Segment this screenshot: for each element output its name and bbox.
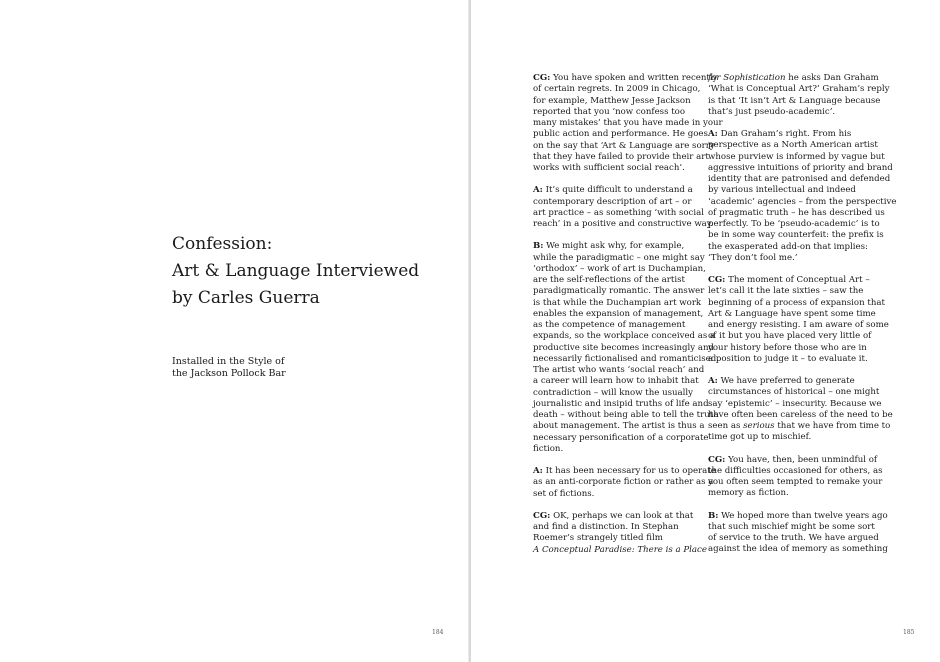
page-number-left: 184 bbox=[432, 629, 444, 636]
page-number-right: 185 bbox=[903, 629, 915, 636]
text-line: time got up to mischief. bbox=[708, 432, 812, 443]
text-line: A: Dan Graham’s right. From his bbox=[708, 129, 852, 139]
subtitle-line: the Jackson Pollock Bar bbox=[172, 368, 286, 379]
text-line: your history before those who are in bbox=[708, 342, 867, 353]
text-line: enables the expansion of management, bbox=[533, 308, 704, 319]
title-line: Confession: bbox=[172, 234, 273, 255]
text-line: the difficulties occasioned for others, as bbox=[708, 465, 883, 476]
text-line: while the paradigmatic – one might say bbox=[533, 252, 705, 263]
text-line: you often seem tempted to remake your bbox=[708, 477, 883, 487]
paragraph bbox=[708, 275, 889, 365]
text-line: The artist who wants ‘social reach’ and bbox=[533, 365, 705, 375]
paragraph bbox=[533, 241, 719, 455]
text-column-2 bbox=[708, 73, 897, 567]
text-line: that they have failed to provide their art bbox=[533, 151, 709, 162]
text-line: seen as serious that we have from time to bbox=[708, 421, 891, 431]
text-line: A: It’s quite difficult to understand a bbox=[533, 185, 693, 196]
subtitle-line: Installed in the Style of bbox=[172, 356, 285, 367]
text-line: perfectly. To be ‘pseudo-academic’ is to bbox=[708, 219, 880, 229]
text-line: identity that are patronised and defended bbox=[708, 174, 891, 184]
text-line: a position to judge it – to evaluate it. bbox=[708, 353, 868, 364]
text-line: B: We might ask why, for example, bbox=[533, 241, 685, 252]
text-line: for example, Matthew Jesse Jackson bbox=[533, 95, 691, 106]
text-line: that such mischief might be some sort bbox=[708, 521, 875, 532]
text-line: beginning of a process of expansion that bbox=[708, 297, 885, 308]
text-line: a career will learn how to inhabit that bbox=[533, 376, 699, 387]
text-line: ‘academic’ agencies – from the perspective bbox=[708, 196, 897, 207]
text-line: CG: You have spoken and written recently bbox=[533, 73, 718, 83]
text-line: Roemer’s strangely titled film bbox=[533, 533, 663, 544]
text-line: death – without being able to tell the truth bbox=[533, 410, 719, 420]
text-line: the exasperated add-on that implies: bbox=[708, 241, 868, 252]
text-line: against the idea of memory as something bbox=[708, 544, 888, 555]
paragraph bbox=[708, 510, 888, 556]
paragraph bbox=[533, 466, 716, 500]
text-line: fiction. bbox=[533, 443, 564, 454]
text-line: let’s call it the late sixties – saw the bbox=[708, 286, 864, 297]
text-line: B: We hoped more than twelve years ago bbox=[708, 510, 888, 521]
text-line: A: We have preferred to generate bbox=[708, 376, 855, 386]
paragraph bbox=[708, 73, 890, 118]
text-line: of service to the truth. We have argued bbox=[708, 533, 879, 543]
subtitle bbox=[172, 356, 286, 380]
text-line: paradigmatically romantic. The answer bbox=[533, 286, 705, 297]
text-line: whose purview is informed by vague but bbox=[708, 151, 885, 162]
text-line: as the competence of management bbox=[533, 320, 686, 330]
text-line: A Conceptual Paradise: There is a Place bbox=[533, 544, 707, 555]
text-line: art practice – as something ‘with social bbox=[533, 207, 704, 218]
text-line: aggressive intuitions of priority and brand bbox=[708, 162, 893, 173]
text-line: be in some way counterfeit: the prefix is bbox=[708, 230, 884, 241]
text-line: on the say that ‘Art & Language are sorry bbox=[533, 140, 715, 151]
text-line: many mistakes’ that you have made in your bbox=[533, 118, 723, 128]
paragraph bbox=[533, 510, 707, 556]
text-line: of pragmatic truth – he has described us bbox=[708, 207, 885, 218]
text-line: of certain regrets. In 2009 in Chicago, bbox=[533, 84, 701, 95]
text-line: that’s just pseudo-academic’. bbox=[708, 106, 836, 117]
text-line: ‘They don’t fool me.’ bbox=[708, 252, 798, 263]
text-line: CG: OK, perhaps we can look at that bbox=[533, 510, 694, 521]
text-line: is that ‘It isn’t Art & Language because bbox=[708, 95, 881, 106]
text-line: is that while the Duchampian art work bbox=[533, 297, 702, 308]
text-line: public action and performance. He goes bbox=[533, 129, 708, 140]
text-line: reported that you ‘now confess too bbox=[533, 106, 686, 117]
title-line: by Carles Guerra bbox=[172, 288, 320, 309]
text-line: necessary personification of a corporate bbox=[533, 432, 709, 443]
text-line: Art & Language have spent some time bbox=[708, 308, 876, 319]
text-line: A: It has been necessary for us to operate bbox=[533, 466, 716, 476]
text-line: CG: You have, then, been unmindful of bbox=[708, 454, 878, 465]
paragraph bbox=[708, 454, 883, 500]
text-line: productive site becomes increasingly and bbox=[533, 342, 714, 353]
text-line: by various intellectual and indeed bbox=[708, 185, 856, 196]
text-line: circumstances of historical – one might bbox=[708, 387, 880, 398]
paragraph bbox=[533, 73, 723, 174]
text-line: ‘orthodox’ – work of art is Duchampian, bbox=[533, 263, 706, 274]
text-line: of it but you have placed very little of bbox=[708, 331, 872, 342]
text-line: for Sophistication he asks Dan Graham bbox=[708, 73, 879, 83]
paragraph bbox=[533, 185, 714, 230]
text-line: set of fictions. bbox=[533, 488, 595, 499]
text-line: memory as fiction. bbox=[708, 488, 789, 499]
text-line: about management. The artist is thus a bbox=[533, 421, 705, 432]
text-line: say ‘epistemic’ – insecurity. Because we bbox=[708, 398, 882, 409]
title-line: Art & Language Interviewed bbox=[172, 261, 420, 282]
text-line: perspective as a North American artist bbox=[708, 140, 878, 151]
text-line: necessarily fictionalised and romanticised. bbox=[533, 353, 719, 364]
left-page bbox=[0, 0, 469, 662]
text-line: and energy resisting. I am aware of some bbox=[708, 320, 889, 330]
paragraph bbox=[708, 129, 897, 264]
text-line: as an anti-corporate fiction or rather as a bbox=[533, 477, 714, 488]
text-line: are the self-reflections of the artist bbox=[533, 275, 685, 285]
text-line: journalistic and insipid truths of life and bbox=[533, 398, 709, 409]
text-line: have often been careless of the need to be bbox=[708, 409, 893, 420]
right-page bbox=[471, 0, 940, 662]
text-line: works with sufficient social reach’. bbox=[533, 163, 685, 173]
paragraph bbox=[708, 376, 893, 444]
text-line: CG: The moment of Conceptual Art – bbox=[708, 275, 870, 285]
text-line: and find a distinction. In Stephan bbox=[533, 522, 679, 532]
article-title bbox=[172, 231, 419, 312]
text-column-1 bbox=[533, 73, 723, 567]
text-line: expands, so the workplace conceived as a bbox=[533, 331, 716, 342]
text-line: reach’ in a positive and constructive way. bbox=[533, 219, 714, 229]
text-line: ‘What is Conceptual Art?’ Graham’s reply bbox=[708, 84, 890, 95]
text-line: contemporary description of art – or bbox=[533, 196, 692, 207]
text-line: contradiction – will know the usually bbox=[533, 387, 694, 398]
